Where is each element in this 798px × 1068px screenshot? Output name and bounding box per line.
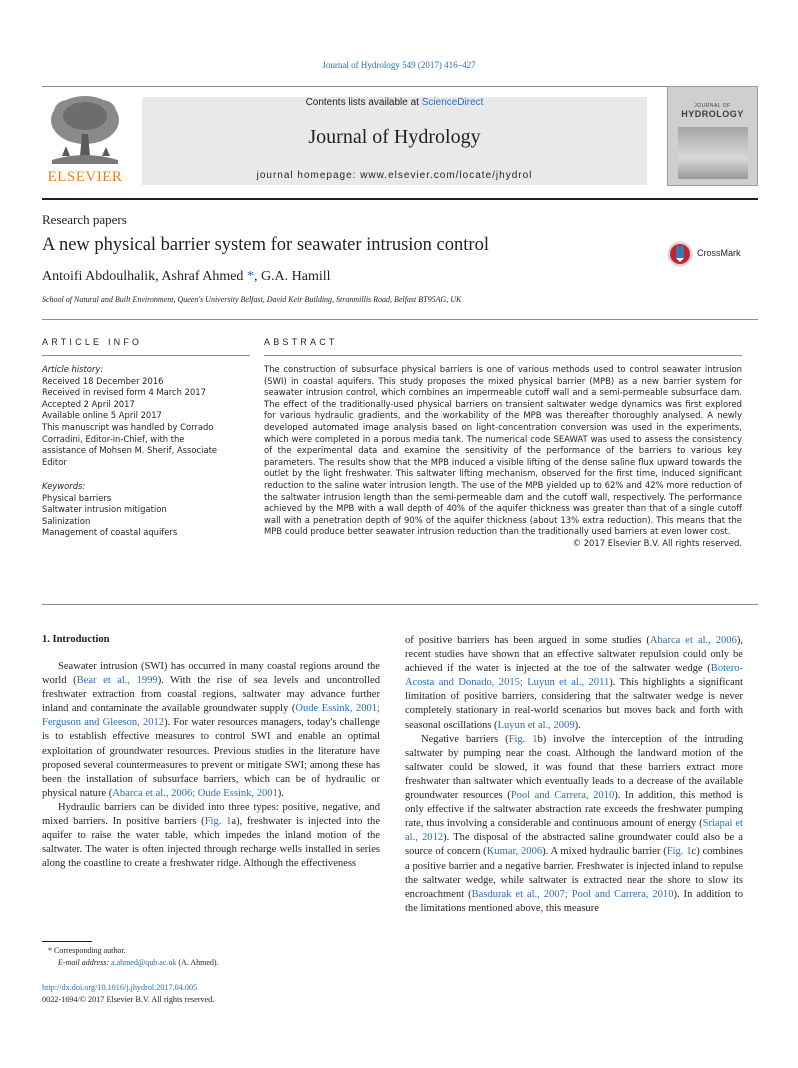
- article-info-heading: ARTICLE INFO: [42, 337, 143, 347]
- crossmark-label: CrossMark: [697, 248, 741, 258]
- keyword: Management of coastal aquifers: [42, 527, 178, 538]
- paragraph-text: ). With the rise of sea levels and uncontrolled freshwater extraction from coastal regions, saltwater may advance further inland and contaminate the available groundwater supply (: [42, 675, 380, 715]
- paragraph-text: of positive barriers has been argued in some studies (: [405, 635, 650, 646]
- affiliation: School of Natural and Built Environment, Queen's University Belfast, David Keir Building, Stranmillis Road, Belfast BT95AG, UK: [42, 295, 462, 304]
- citation-link[interactable]: Fig. 1: [666, 846, 692, 858]
- journal-homepage[interactable]: journal homepage: www.elsevier.com/locate/jhydrol: [256, 170, 533, 181]
- citation-link[interactable]: Oude Essink, 2001; Ferguson and Gleeson, 2012: [42, 703, 380, 729]
- citation-link[interactable]: Botero-Acosta and Donado, 2015; Luyun et al., 2011: [405, 663, 743, 689]
- body-paragraph: [42, 660, 380, 801]
- cover-small-text: JOURNAL OF: [694, 103, 731, 109]
- paragraph-text: a), freshwater is injected into the aquifer to raise the water table, which impedes the inland motion of the saltwater. The water is often injected through recharge wells installed in series along the coastline to create a freshwater ridge. Although the effectiveness: [42, 816, 381, 870]
- header-bottom-rule: [42, 198, 758, 200]
- keyword: Physical barriers: [42, 492, 112, 503]
- abstract-text: The construction of subsurface physical barriers is one of various methods used to control seawater intrusion (SWI) in coastal aquifers. This study proposes the mixed physical barrier (MPB) as a new barrier system for seawater intrusion control, which combines an impermeable cutoff wall and a semi-permeable subsurface dam. The effect of the traditionally-used physical barriers on transient saltwater wedge dynamics was first explored for various hydraulic gradients, and the workability of the MPB was thereafter thoroughly analysed. A newly developed automated image analysis based on light-concentration conversion was used in the experiments, which were completed in a porous media tank. The numerical code SEAWAT was used to assess the consistency of the experimental data and examine the sensitivity of the performance of the barriers to various key parameters. The results show that the MPB induced a visible lifting of the dense saline flux upward towards the outlet by the light freshwater. This saltwater lifting mechanism, observed for the first time, induced significant reduction to the saline water intrusion length. The use of the MPB yielded up to 62% and 42% more reduction of the saltwater intrusion length than the semi-permeable dam and the cutoff wall, respectively. The performance achieved by the MPB with a wall depth of 40% of the aquifer thickness was greater than that of a single cutoff wall with a penetration depth of 90% of the aquifer thickness (about 13% extra reduction). This means that the MPB could produce better seawater intrusion reduction than the traditionally used barriers at even lower cost.: [264, 364, 742, 537]
- paragraph-text: ). For water resources managers, today's challenge is to establish effective measures to control SWI and enable an optimal exploitation of groundwater resources. Previous studies in the literature have proposed several countermeasures to prevent or mitigate SWI; among these has been the installation of subsurface barriers, which can be of hydraulic or physical nature (: [42, 717, 380, 799]
- article-section: Research papers: [42, 212, 127, 227]
- paragraph-text: ). In addition to the limitations mentioned above, this measure: [405, 888, 743, 914]
- history-line: Available online 5 April 2017: [42, 410, 162, 421]
- history-line: Accepted 2 April 2017: [42, 398, 135, 409]
- author-list: [42, 269, 331, 285]
- keyword: Saltwater intrusion mitigation: [42, 504, 167, 515]
- journal-banner: [142, 97, 647, 185]
- cover-big-text: HYDROLOGY: [681, 109, 744, 119]
- citation-link[interactable]: Abarca et al., 2006; Oude Essink, 2001: [112, 787, 278, 799]
- body-paragraph: [405, 634, 743, 733]
- paragraph-text: ). This highlights a significant limitation of positive barriers, considering that the saltwater wedge is never completely stationary in real-world scenarios but moves back and forth with seasonal oscillations (: [405, 677, 743, 731]
- history-line: assistance of Mohsen M. Sherif, Associate: [42, 445, 218, 456]
- history-line: Editor: [42, 456, 67, 467]
- abstract-copyright: © 2017 Elsevier B.V. All rights reserved.: [572, 537, 742, 548]
- abstract: [264, 364, 742, 550]
- history-line: This manuscript was handled by Corrado: [42, 421, 214, 432]
- paragraph-text: ). The disposal of the abstracted saline groundwater could also be a source of concern (: [405, 832, 743, 858]
- citation-link[interactable]: Bear et al., 1999: [76, 675, 158, 687]
- sciencedirect-link[interactable]: ScienceDirect: [421, 97, 484, 108]
- journal-cover: [667, 86, 758, 186]
- paragraph-text: c) combines a positive barrier and a negative barrier. Freshwater is injected inland to repulse the saltwater wedge, while saltwater is extracted near the shore to slow its encroachment (: [405, 846, 743, 900]
- body-column-left: [42, 660, 380, 871]
- paragraph-text: b) involve the interception of the intruding saltwater by pumping near the coast. Although the landward motion of the saltwater could be slowed, it was found that these barriers extract more freshwater than saltwater which eventually leads to a decrease of the available groundwater resources (: [405, 733, 743, 802]
- article-title: A new physical barrier system for seawater intrusion control: [42, 235, 489, 255]
- keywords: [42, 481, 250, 539]
- history-line: Received in revised form 4 March 2017: [42, 387, 206, 398]
- cover-image: [678, 127, 748, 179]
- authors-primary: Antoifi Abdoulhalik, Ashraf Ahmed: [42, 269, 244, 284]
- abstract-bottom-rule: [42, 604, 758, 605]
- contents-line: [142, 97, 647, 108]
- cover-title: [675, 103, 750, 119]
- crossmark-button[interactable]: [667, 240, 777, 268]
- citation-link[interactable]: Abarca et al., 2006: [649, 635, 737, 646]
- crossmark-icon: [667, 240, 693, 268]
- citation-link[interactable]: Pool and Carrera, 2010: [510, 790, 615, 802]
- elsevier-tree-icon: [42, 90, 128, 168]
- paragraph-text: Hydraulic barriers can be divided into three types: positive, negative, and mixed barriers. In positive barriers (: [42, 801, 380, 828]
- keyword: Salinization: [42, 515, 91, 526]
- paragraph-text: ).: [574, 719, 581, 731]
- contents-prefix: Contents lists available at: [305, 97, 422, 108]
- citation-link[interactable]: Basdurak et al., 2007; Pool and Carrera, 2010: [471, 888, 674, 900]
- introduction-heading: 1. Introduction: [42, 634, 110, 645]
- citation-link[interactable]: Kumar, 2006: [486, 846, 543, 858]
- email-note: [58, 958, 219, 967]
- article-info-rule: [42, 355, 250, 356]
- body-column-right: [405, 634, 743, 916]
- authors-secondary: , G.A. Hamill: [253, 269, 331, 284]
- keywords-label: Keywords:: [42, 481, 86, 491]
- history-line: Corradini, Editor-in-Chief, with the: [42, 433, 185, 444]
- citation-link[interactable]: Luyun et al., 2009: [497, 719, 575, 731]
- paragraph-text: ). A mixed hydraulic barrier (: [542, 846, 667, 858]
- corresponding-author-mark[interactable]: *: [243, 269, 254, 284]
- body-paragraph: [405, 733, 743, 916]
- elsevier-wordmark: ELSEVIER: [47, 169, 123, 185]
- footnote-rule: [42, 941, 92, 942]
- citation-link[interactable]: Fig. 1: [508, 733, 538, 745]
- journal-citation[interactable]: Journal of Hydrology 549 (2017) 416–427: [322, 60, 476, 70]
- email-suffix: (A. Ahmed).: [176, 958, 219, 967]
- elsevier-logo: [42, 90, 128, 186]
- abstract-rule: [264, 355, 742, 356]
- article-history: [42, 364, 250, 468]
- history-line: Received 18 December 2016: [42, 375, 164, 386]
- doi-link[interactable]: http://dx.doi.org/10.1016/j.jhydrol.2017.04.005: [42, 983, 198, 992]
- journal-name: Journal of Hydrology: [308, 126, 481, 148]
- citation-link[interactable]: Fig. 1: [204, 816, 232, 828]
- paragraph-text: Negative barriers (: [421, 733, 509, 745]
- title-block-rule: [42, 319, 758, 320]
- header-top-rule: [42, 86, 758, 87]
- body-paragraph: [42, 801, 380, 871]
- history-label: Article history:: [42, 364, 104, 374]
- paragraph-text: Seawater intrusion (SWI) has occurred in many coastal regions around the world (: [42, 661, 380, 687]
- paragraph-text: ). In addition, this method is only effective if the saltwater abstraction rate exceeds the freshwater pumping rate, thus involving a considerable and continuous amount of energy (: [405, 790, 743, 830]
- corresponding-author-note: * Corresponding author.: [48, 946, 126, 955]
- citation-link[interactable]: Sriapai et al., 2012: [405, 818, 743, 844]
- email-label: E-mail address:: [58, 958, 112, 967]
- paragraph-text: ).: [277, 787, 284, 799]
- email-link[interactable]: a.ahmed@qub.ac.uk: [111, 958, 177, 967]
- paragraph-text: ), recent studies have shown that an effective saltwater repulsion could only be achieved if the water is injected at the toe of the saltwater wedge (: [405, 635, 743, 675]
- issn-copyright: 0022-1694/© 2017 Elsevier B.V. All rights reserved.: [42, 995, 215, 1004]
- abstract-heading: ABSTRACT: [264, 337, 338, 347]
